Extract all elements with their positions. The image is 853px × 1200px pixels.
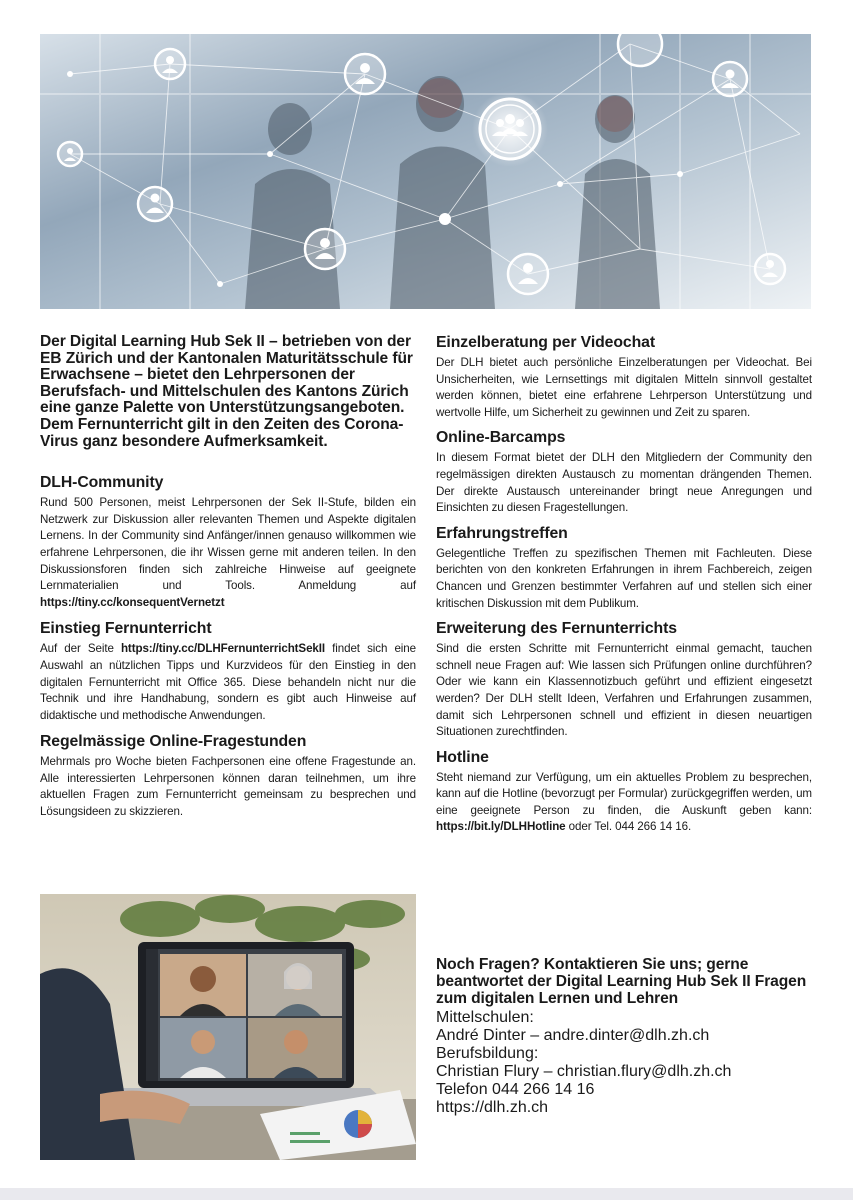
section-title: Regelmässige Online-Fragestunden [40,733,307,751]
section-title: Hotline [436,748,489,766]
video-conference-photo [40,894,416,1160]
page-edge [0,1188,853,1200]
section-title: Einzelberatung per Videochat [436,334,655,351]
left-column [40,334,416,830]
section-text: Sind die ersten Schritte mit Fernunterricht einmal gemacht, tauchen schnell neue Fragen auf: Wie lassen sich Prüfungen online durchführen? Oder wie kann ein Klassennotizbuch geführt und effizient eingesetzt werden? Der DLH stellt Ideen, Verfahren und Erfahrungen zusammen, damit sich Lehrpersonen schnell und effizient in diesen neuartigen Situationen zurechtfinden. [436,642,812,739]
section-text: Auf der Seite https://tiny.cc/DLHFernunterrichtSekII findet sich eine Auswahl an nützlichen Tipps und Kurzvideos für den Einstieg in den digitalen Fernunterricht mit Office 365. Diese behandeln nicht nur die Technik und ihre Handhabung, sondern es gibt auch Hinweise auf didaktische und methodische Anwendungen. [40,642,416,722]
section-online-barcamps [436,429,812,516]
section-online-fragestunden [40,733,416,820]
section-title: Online-Barcamps [436,429,566,447]
section-einstieg-fernunterricht [40,620,416,724]
video-conference-laptop [40,894,416,1160]
website-link[interactable]: https://dlh.zh.ch [436,1099,549,1116]
hero-image [40,34,811,309]
section-title: Erfahrungstreffen [436,524,568,542]
section-text: Rund 500 Personen, meist Lehrpersonen der Sek II-Stufe, bilden ein Netzwerk zur Diskussion aller relevanten Themen und Aspekte digitalen Lernens. In der Community sind Anfänger/innen genauso willkommen wie erfahrene Lehrpersonen, die ihr Wissen gerne mit anderen teilen. In den Diskussionsforen finden sich zahlreiche Hinweise auf geeignete Lernmaterialien und Tools. Anmeldung auf https://tiny.cc/konsequentVernetzt [40,496,416,609]
section-dlh-community [40,474,416,611]
network-people-icon [40,34,811,309]
contact-block [436,956,816,1117]
section-title: Erweiterung des Fernunterrichts [436,620,677,638]
section-text: Steht niemand zur Verfügung, um ein aktuelles Problem zu besprechen, kann auf die Hotline (bevorzugt per Formular) zurückgegriffen werden, um eine geeignete Person zu finden, die Auskunft geben kann: https://bit.ly/DLHHotline oder Tel. 044 266 14 16. [436,770,812,834]
section-text: Der DLH bietet auch persönliche Einzelberatungen per Videochat. Bei Unsicherheiten, wie Lernsettings mit digitalen Mitteln sinnvoll gestaltet werden können, bietet eine erfahrene Lehrperson Unterstützung und wertvolle Hilfe, um Sicherheit zu gewinnen und Zeit zu sparen. [436,356,812,419]
section-text: Gelegentliche Treffen zu spezifischen Themen mit Fachleuten. Diese berichten von den konkreten Erfahrungen in ihrem Fachbereich, zeigen Chancen und Grenzen bestimmter Verfahren auf und stellen sich einer kritischen Diskussion mit dem Publikum. [436,546,812,610]
section-einzelberatung [436,334,812,421]
section-text: Mehrmals pro Woche bieten Fachpersonen eine offene Fragestunde an. Alle interessierten Lehrpersonen können daran teilnehmen, um ihre aktuellen Fragen zum Fernunterricht gemeinsam zu besprechen und Lösungsideen zu skizzieren. [40,755,416,819]
section-hotline [436,749,812,836]
section-text: In diesem Format bietet der DLH den Mitgliedern der Community den regelmässigen direkten Austausch zu momentan drängenden Themen. Der direkte Austausch untereinander bringt neue Anregungen und Einsichten zu diesen Fragestellungen. [436,451,812,515]
community-link[interactable]: https://tiny.cc/konsequentVernetzt [40,595,225,609]
section-title: DLH-Community [40,474,164,492]
section-title: Einstieg Fernunterricht [40,620,212,638]
contact-line: Mittelschulen: [436,1009,534,1026]
contact-heading: Noch Fragen? Kontaktieren Sie uns; gerne beantwortet der Digital Learning Hub Sek II Fragen zum digitalen Lernen und Lehren [436,956,807,1007]
intro-text: Der Digital Learning Hub Sek II – betrieben von der EB Zürich und der Kantonalen Maturitätsschule für Erwachsene – bietet den Lehrpersonen der Berufsfach- und Mittelschulen des Kantons Zürich eine ganze Palette von Unterstützungsangeboten. Dem Fernunterricht gilt in den Zeiten des Corona-Virus ganz besondere Aufmerksamkeit. [40,333,413,450]
contact-line[interactable]: Christian Flury – christian.flury@dlh.zh.ch [436,1063,732,1080]
right-column [436,334,812,844]
fernunterricht-link[interactable]: https://tiny.cc/DLHFernunterrichtSekII [120,642,326,656]
hotline-link[interactable]: https://bit.ly/DLHHotline [436,820,566,834]
section-erweiterung [436,620,812,741]
section-erfahrungstreffen [436,525,812,612]
contact-line: Telefon 044 266 14 16 [436,1081,595,1098]
contact-line: Berufsbildung: [436,1045,539,1062]
contact-line[interactable]: André Dinter – andre.dinter@dlh.zh.ch [436,1027,710,1044]
